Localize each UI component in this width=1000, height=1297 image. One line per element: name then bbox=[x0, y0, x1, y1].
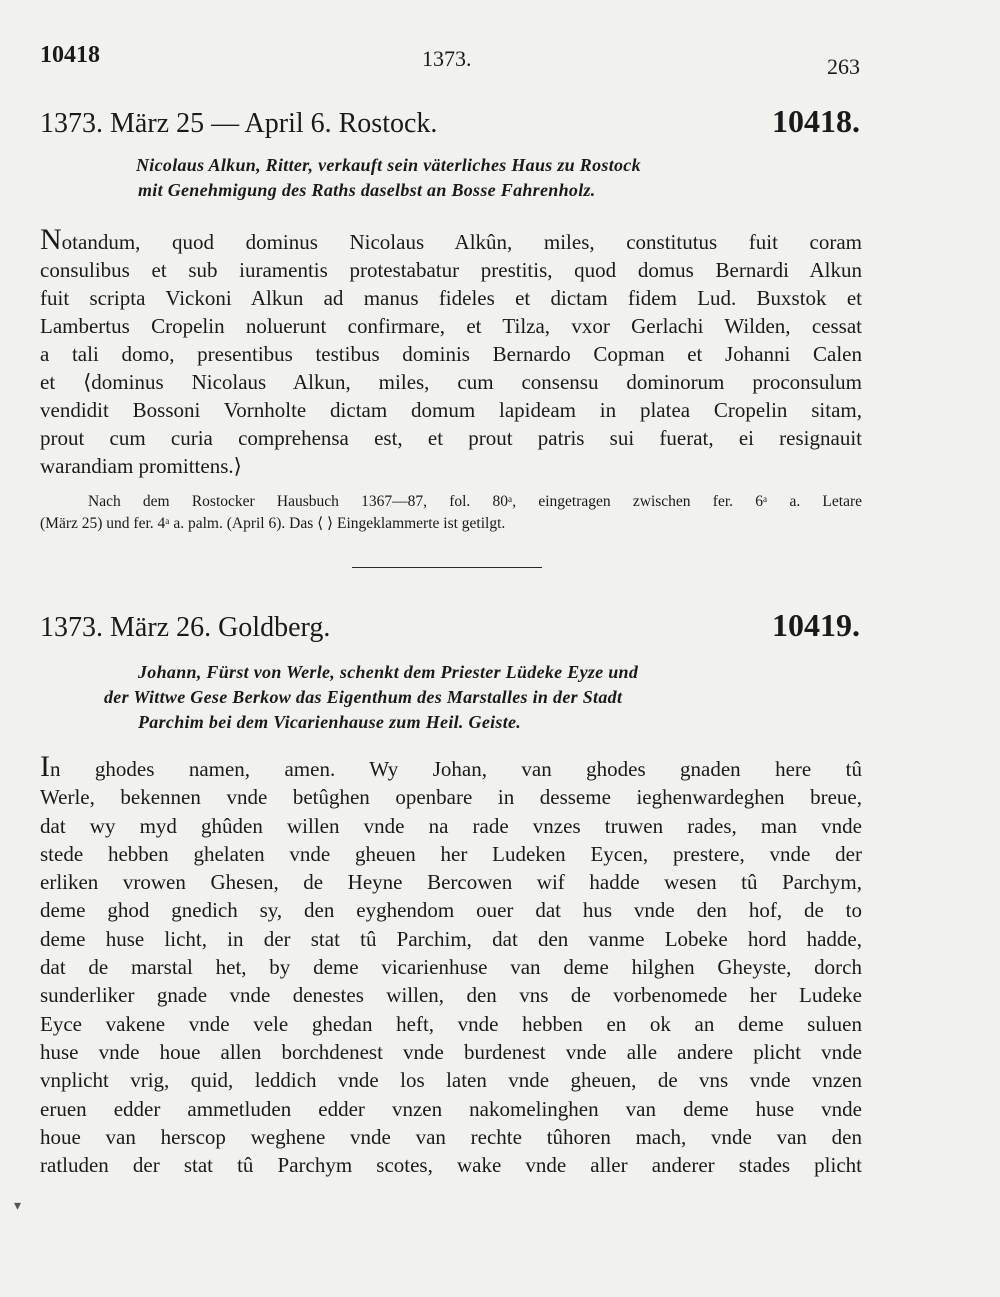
entry-heading bbox=[40, 100, 860, 140]
text-line: vendidit Bossoni Vornholte dictam domum lapideam in platea Cropelin sitam, bbox=[40, 398, 862, 422]
initial-letter: N bbox=[40, 223, 62, 256]
text-line: deme ghod gnedich sy, den eyghendom ouer dat hus vnde den hof, de to bbox=[40, 898, 862, 923]
text-line: a tali domo, presentibus testibus dominis Bernardo Copman et Johanni Calen bbox=[40, 342, 862, 366]
regest-line: Johann, Fürst von Werle, schenkt dem Priester Lüdeke Eyze und bbox=[138, 662, 639, 682]
note-line: Nach dem Rostocker Hausbuch 1367—87, fol. 80ᵃ, eingetragen zwischen fer. 6ᵃ a. Letare bbox=[88, 493, 862, 510]
entry-number: 10418. bbox=[772, 103, 860, 139]
note-line: (März 25) und fer. 4ᵃ a. palm. (April 6). Das ⟨ ⟩ Eingeklammerte ist getilgt. bbox=[40, 515, 506, 532]
text-line: fuit scripta Vickoni Alkun ad manus fideles et dictam fidem Lud. Buxstok et bbox=[40, 286, 862, 310]
entry-date: 1373. März 25 — April 6. Rostock. bbox=[40, 108, 438, 139]
text-line: stede hebben ghelaten vnde gheuen her Ludeken Eycen, prestere, vnde der bbox=[40, 841, 862, 866]
running-head bbox=[40, 42, 860, 79]
text-line: In ghodes namen, amen. Wy Johan, van ghodes gnaden here tû bbox=[40, 750, 862, 783]
text-line: et ⟨dominus Nicolaus Alkun, miles, cum consensu dominorum proconsulum bbox=[40, 370, 862, 394]
entry-regest bbox=[40, 153, 860, 203]
source-note bbox=[40, 491, 862, 535]
running-head-year: 1373. bbox=[422, 46, 472, 71]
entry-date: 1373. März 26. Goldberg. bbox=[40, 612, 331, 643]
initial-letter: I bbox=[40, 750, 50, 783]
text-line: erliken vrowen Ghesen, de Heyne Bercowen wif hadde wesen tû Parchym, bbox=[40, 870, 862, 895]
text-line: eruen edder ammetluden edder vnzen nakomelinghen van deme huse vnde bbox=[40, 1096, 862, 1121]
regest-line: Parchim bei dem Vicarienhause zum Heil. Geiste. bbox=[138, 712, 522, 732]
entry-heading bbox=[40, 604, 860, 644]
text-line: Werle, bekennen vnde betûghen openbare in desseme ieghenwardeghen breue, bbox=[40, 785, 862, 810]
regest-line: der Wittwe Gese Berkow das Eigenthum des Marstalles in der Stadt bbox=[104, 687, 623, 707]
page-number: 263 bbox=[827, 54, 860, 79]
text-line: deme huse licht, in der stat tû Parchim, dat den vanme Lobeke hord hadde, bbox=[40, 926, 862, 951]
running-head-entry-number: 10418 bbox=[40, 42, 100, 68]
text-line: vnplicht vrig, quid, leddich vnde los laten vnde gheuen, de vns vnde vnzen bbox=[40, 1068, 862, 1093]
entry-regest bbox=[40, 660, 860, 735]
text-line: consulibus et sub iuramentis protestabatur prestitis, quod domus Bernardi Alkun bbox=[40, 258, 862, 282]
text-line: huse vnde houe allen borchdenest vnde burdenest vnde alle andere plicht vnde bbox=[40, 1039, 862, 1064]
text-line: sunderliker gnade vnde denestes willen, den vns de vorbenomede her Ludeke bbox=[40, 983, 862, 1008]
text-line: Notandum, quod dominus Nicolaus Alkûn, miles, constitutus fuit coram bbox=[40, 223, 862, 256]
text-line: warandiam promittens.⟩ bbox=[40, 454, 242, 478]
text-line: Eyce vakene vnde vele ghedan heft, vnde hebben en ok an deme suluen bbox=[40, 1011, 862, 1036]
text-line: prout cum curia comprehensa est, et prout patris sui fuerat, ei resignauit bbox=[40, 426, 862, 450]
margin-mark: ▾ bbox=[14, 1199, 22, 1214]
regest-line: Nicolaus Alkun, Ritter, verkauft sein väterliches Haus zu Rostock bbox=[136, 155, 641, 175]
text-line: dat wy myd ghûden willen vnde na rade vnzes truwen rades, man vnde bbox=[40, 813, 862, 838]
entry-text bbox=[40, 223, 862, 480]
section-divider bbox=[352, 567, 542, 568]
regest-line: mit Genehmigung des Raths daselbst an Bosse Fahrenholz. bbox=[138, 180, 596, 200]
entry-number: 10419. bbox=[772, 607, 860, 643]
entry-text bbox=[40, 750, 862, 1179]
text-line: Lambertus Cropelin noluerunt confirmare, et Tilza, vxor Gerlachi Wilden, cessat bbox=[40, 314, 862, 338]
text-line: ratluden der stat tû Parchym scotes, wake vnde aller anderer stades plicht bbox=[40, 1153, 862, 1178]
text-line: dat de marstal het, by deme vicarienhuse van deme hilghen Gheyste, dorch bbox=[40, 955, 862, 980]
text-line: houe van herscop weghene vnde van rechte tûhoren mach, vnde van den bbox=[40, 1124, 862, 1149]
